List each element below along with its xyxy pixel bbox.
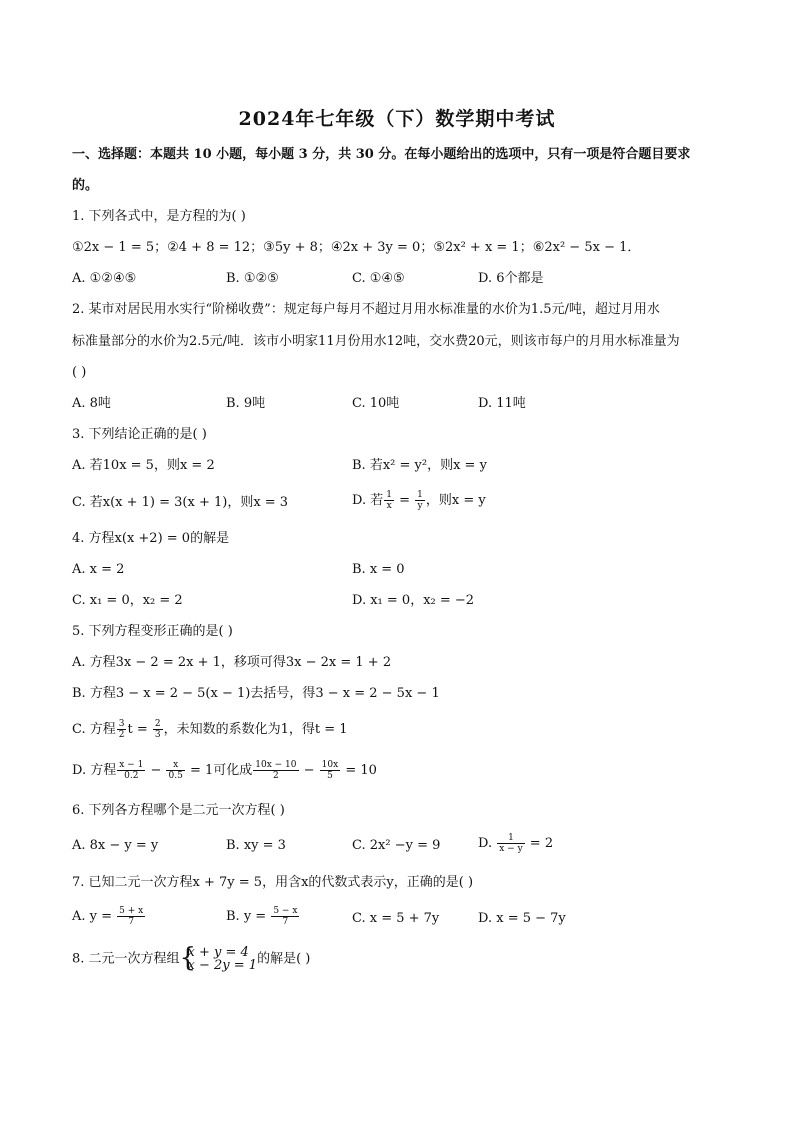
fraction-denominator: 0.2	[124, 771, 139, 781]
equation-2: x − 2y = 1	[187, 958, 258, 973]
q3-option-b: B. 若x² = y²，则x = y	[352, 458, 487, 473]
q4-option-c: C. x₁ = 0，x₂ = 2	[72, 593, 183, 608]
q8-stem	[72, 943, 311, 973]
q3-option-d	[352, 490, 486, 511]
fraction-numerator: 3	[118, 719, 125, 729]
q2-option-c: C. 10吨	[352, 396, 400, 411]
q6-stem: 6. 下列各方程哪个是二元一次方程( )	[72, 803, 285, 818]
equals-sign: =	[394, 493, 415, 508]
fraction	[117, 760, 145, 781]
q6-option-b: B. xy = 3	[226, 838, 286, 853]
q7-option-a	[72, 906, 146, 927]
page-title: 2024年七年级（下）数学期中考试	[238, 108, 556, 130]
fraction	[117, 906, 145, 927]
fraction-denominator: 7	[282, 917, 289, 927]
q6-option-d	[478, 833, 553, 854]
fraction	[153, 719, 163, 740]
fraction	[117, 719, 127, 740]
q1-option-d: D. 6个都是	[478, 271, 544, 286]
minus-sign: −	[299, 763, 319, 778]
fraction-numerator: 5 + x	[119, 906, 144, 916]
q1-option-c: C. ①④⑤	[352, 271, 405, 286]
q3-option-d-suffix: ，则x = y	[425, 493, 486, 508]
q5-option-d-mid: = 1可化成	[185, 763, 253, 778]
q5-option-c-suffix: ，未知数的系数化为1，得t = 1	[163, 722, 348, 737]
q8-stem-suffix: 的解是( )	[257, 951, 311, 967]
fraction-numerator: 10x − 10	[255, 760, 297, 770]
q7-option-b-prefix: B. y =	[226, 909, 271, 924]
q5-option-c	[72, 719, 348, 740]
q2-option-b: B. 9吨	[226, 396, 266, 411]
fraction	[166, 760, 184, 781]
fraction-numerator: 1	[417, 490, 423, 500]
equation-system	[179, 943, 258, 973]
fraction-denominator: 2	[273, 771, 279, 781]
q6-option-d-prefix: D.	[478, 836, 497, 851]
q4-option-a: A. x = 2	[72, 562, 125, 577]
q4-stem: 4. 方程x(x +2) = 0的解是	[72, 531, 230, 546]
fraction	[271, 906, 299, 927]
q3-option-c: C. 若x(x + 1) = 3(x + 1)，则x = 3	[72, 495, 289, 510]
fraction-numerator: 10x	[321, 760, 339, 770]
section-instruction-line1: 一、选择题：本题共 10 小题，每小题 3 分，共 30 分。在每小题给出的选项中，只有一项是符合题目要求	[72, 147, 691, 162]
q7-option-c: C. x = 5 + 7y	[352, 911, 440, 926]
q2-stem-line3: ( )	[72, 365, 87, 380]
q3-option-a: A. 若10x = 5，则x = 2	[72, 458, 215, 473]
fraction-numerator: x − 1	[119, 760, 144, 770]
fraction-numerator: 5 − x	[273, 906, 298, 916]
q6-option-a: A. 8x − y = y	[72, 838, 159, 853]
fraction	[415, 490, 425, 511]
fraction-denominator: 7	[128, 917, 135, 927]
fraction-denominator: 0.5	[168, 771, 183, 781]
q5-option-d	[72, 760, 377, 781]
q2-stem-line2: 标准量部分的水价为2.5元/吨．该市小明家11月份用水12吨，交水费20元，则该市每户的月用水标准量为	[72, 334, 680, 349]
q1-option-a: A. ①②④⑤	[72, 271, 137, 286]
minus-sign: −	[146, 763, 166, 778]
left-brace: {	[179, 943, 197, 973]
q5-option-d-suffix: = 10	[341, 763, 377, 778]
fraction	[253, 760, 298, 781]
q5-option-b: B. 方程3 − x = 2 − 5(x − 1)去括号，得3 − x = 2 − 5x − 1	[72, 686, 440, 701]
q4-option-b: B. x = 0	[352, 562, 405, 577]
q6-option-c: C. 2x² −y = 9	[352, 838, 441, 853]
q7-option-d: D. x = 5 − 7y	[478, 911, 566, 926]
fraction	[497, 833, 524, 854]
fraction-denominator: x − y	[499, 844, 523, 854]
fraction-denominator: x	[386, 501, 392, 511]
q7-stem: 7. 已知二元一次方程x + 7y = 5，用含x的代数式表示y，正确的是( )	[72, 875, 474, 890]
q5-option-a: A. 方程3x − 2 = 2x + 1，移项可得3x − 2x = 1 + 2	[72, 655, 392, 670]
q2-option-d: D. 11吨	[478, 396, 526, 411]
q1-items: ①2x − 1 = 5；②4 + 8 = 12；③5y + 8；④2x + 3y = 0；⑤2x² + x = 1；⑥2x² − 5x − 1．	[72, 240, 641, 255]
q2-stem-line1: 2. 某市对居民用水实行“阶梯收费”：规定每户每月不超过月用水标准量的水价为1.5元/吨，超过月用水	[72, 302, 660, 317]
fraction-denominator: 2	[118, 730, 125, 740]
fraction	[384, 490, 394, 511]
q5-stem: 5. 下列方程变形正确的是( )	[72, 624, 233, 639]
equation-1: x + y = 4	[187, 945, 249, 960]
fraction-denominator: 3	[154, 730, 161, 740]
q3-stem: 3. 下列结论正确的是( )	[72, 427, 207, 442]
q1-option-b: B. ①②⑤	[226, 271, 279, 286]
q6-option-d-suffix: = 2	[525, 836, 554, 851]
fraction-denominator: 5	[327, 771, 333, 781]
fraction-numerator: 1	[386, 490, 392, 500]
q7-option-a-prefix: A. y =	[72, 909, 117, 924]
q5-option-c-mid: t =	[127, 722, 152, 737]
fraction-denominator: y	[417, 501, 423, 511]
q4-option-d: D. x₁ = 0，x₂ = −2	[352, 593, 475, 608]
q7-option-b	[226, 906, 300, 927]
q3-option-d-prefix: D. 若	[352, 493, 384, 508]
fraction-numerator: 2	[154, 719, 161, 729]
q2-option-a: A. 8吨	[72, 396, 111, 411]
section-instruction-line2: 的。	[72, 178, 99, 193]
q5-option-c-prefix: C. 方程	[72, 722, 116, 737]
fraction-numerator: x	[166, 760, 184, 771]
q1-stem: 1. 下列各式中，是方程的为( )	[72, 209, 246, 224]
fraction	[320, 760, 341, 781]
fraction-numerator: 1	[497, 833, 524, 844]
q5-option-d-prefix: D. 方程	[72, 763, 117, 778]
q8-stem-prefix: 8. 二元一次方程组	[72, 951, 180, 967]
